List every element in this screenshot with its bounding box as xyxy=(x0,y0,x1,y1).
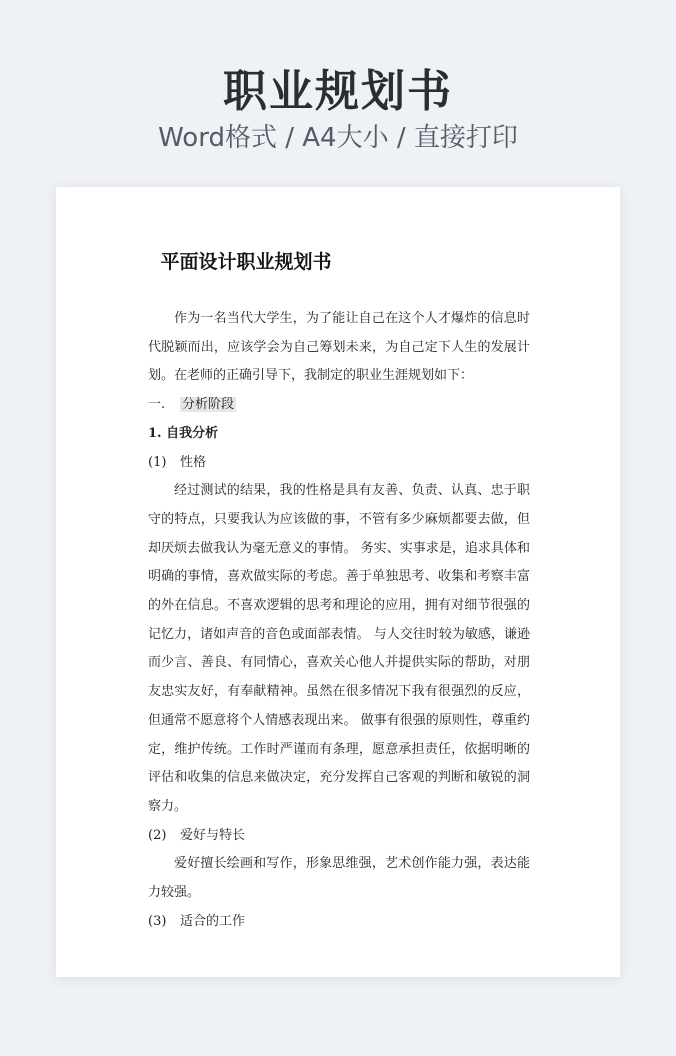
document-title: 平面设计职业规划书 xyxy=(160,251,332,273)
item-label: 适合的工作 xyxy=(180,913,246,929)
banner-title: 职业规划书 xyxy=(223,66,453,117)
item-number: (3) xyxy=(148,913,167,929)
item-label: 爱好与特长 xyxy=(180,827,246,843)
section-label: 分析阶段 xyxy=(182,397,235,413)
item-number: (2) xyxy=(148,827,167,843)
item-number: (1) xyxy=(148,454,167,470)
section-heading xyxy=(148,391,530,420)
personality-paragraph: 经过测试的结果，我的性格是具有友善、负责、认真、忠于职守的特点，只要我认为应该做的事，不管有多少麻烦都要去做，但却厌烦去做我认为毫无意义的事情。 务实、实事求是，追求具体和明确的事情，喜欢做实际的考虑。善于单独思考、收集和考察丰富的外在信息。不喜欢逻辑的思考和理论的应用，拥有对细节很强的记忆力，诸如声音的音色或面部表情。 与人交往时较为敏感，谦逊而少言、善良、有同情心，喜欢关心他人并提供实际的帮助，对朋友忠实友好，有奉献精神。虽然在很多情况下我有很强烈的反应，但通常不愿意将个人情感表现出来。 做事有很强的原则性，尊重约定，维护传统。工作时严谨而有条理，愿意承担责任，依据明晰的评估和收集的信息来做决定，充分发挥自己客观的判断和敏锐的洞察力。 xyxy=(148,483,530,814)
document-page xyxy=(56,187,620,977)
banner-subtitle: Word格式 / A4大小 / 直接打印 xyxy=(158,123,518,153)
item-label: 性格 xyxy=(180,454,207,470)
item-heading-suitable-work xyxy=(148,908,530,937)
item-heading-personality xyxy=(148,449,530,478)
document-text xyxy=(148,305,530,936)
subsection-heading: 1. 自我分析 xyxy=(148,425,219,441)
hobbies-paragraph: 爱好擅长绘画和写作，形象思维强，艺术创作能力强，表达能力较强。 xyxy=(148,856,530,901)
intro-paragraph: 作为一名当代大学生，为了能让自己在这个人才爆炸的信息时代脱颖而出，应该学会为自己筹划未来，为自己定下人生的发展计划。在老师的正确引导下，我制定的职业生涯规划如下： xyxy=(148,311,530,384)
item-heading-hobbies xyxy=(148,822,530,851)
section-number: 一. xyxy=(148,397,166,413)
